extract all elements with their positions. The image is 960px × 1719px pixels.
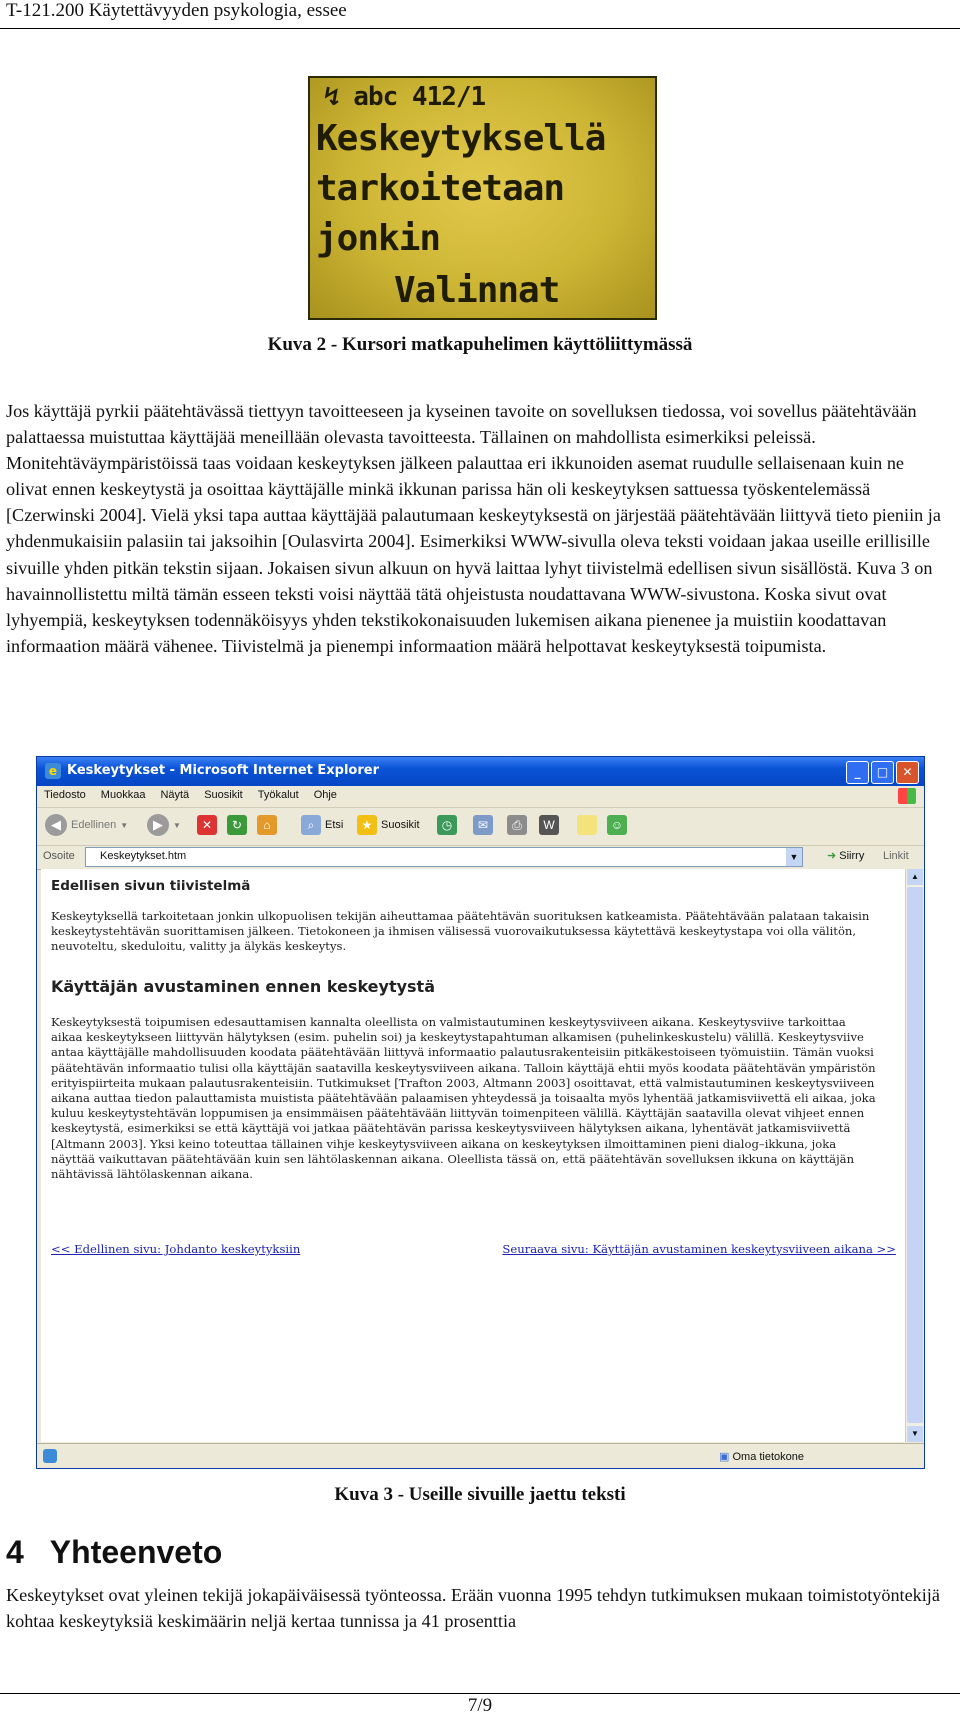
figure-2-caption: Kuva 2 - Kursori matkapuhelimen käyttöliittymässä [267,334,693,355]
body-paragraph: Jos käyttäjä pyrkii päätehtävässä tiettyyn tavoitteeseen ja kyseinen tavoite on sovelluksen tiedossa, voi sovellus päätehtävään palattaessa muistuttaa käyttäjää meneillään olevasta tavoitteesta. Tällainen on mahdollista esimerkiksi peleissä. Monitehtäväympäristöissä taas voidaan keskeytyksen jälkeen palauttaa eri ikkunoiden asemat ruudulle sellaisenaan kuin ne olivat ennen keskeytystä ja osoittaa käyttäjälle minkä ikkunan parissa hän oli keskeytyksen sattuessa työskentelemässä [Czerwinski 2004]. Vielä yksi tapa auttaa käyttäjää palautumaan keskeytyksestä on järjestää päätehtävään liittyvä tieto pieniin ja yhdenmukaisiin palasiin tai jaksoihin [Oulasvirta 2004]. Esimerkiksi WWW-sivulla oleva teksti voidaan jakaa useille erillisille sivuille yhden pitkän tekstin sijaan. Jokaisen sivun alkuun on hyvä laittaa lyhyt tiivistelmä edellisen sivun sisällöstä. Kuva 3 on havainnollistettu miltä tämän esseen teksti voisi näyttää tätä ohjeistusta noudattavana WWW-sivustona. Koska sivut ovat lyhyempiä, keskeytyksen todennäköisyys yhden tekstikokonaisuuden lukemisen aikana pienenee ja muistiin koodattavan informaation määrä vähenee. Tiivistelmä ja pienempi informaation määrä helpottavat keskeytyksestä toipumista. [6,401,941,656]
home-icon: ⌂ [257,815,277,835]
address-bar [37,845,924,870]
minimize-icon[interactable]: _ [846,761,869,784]
search-label: Etsi [325,819,344,831]
scroll-up-icon[interactable]: ▲ [907,869,923,885]
forward-arrow-icon: ▶ [147,814,169,836]
phone-text-line-2: tarkoitetaan [316,168,565,209]
menu-view[interactable]: Näytä [160,789,190,801]
maximize-icon[interactable]: □ [871,761,894,784]
home-button[interactable] [257,813,277,837]
word-icon: W [539,815,559,835]
forward-dropdown-icon: ▼ [173,820,181,830]
star-icon: ★ [357,815,377,835]
phone-text-line-1: Keskeytyksellä [316,118,606,159]
section-paragraph: Keskeytykset ovat yleinen tekijä jokapäiväisessä työnteossa. Erään vuonna 1995 tehdyn tutkimuksen mukaan toimistotyöntekijä kohtaa keskeytyksiä keskimäärin neljä kertaa tunnissa ja 41 prosenttia [6,1585,940,1632]
go-button[interactable] [827,849,864,862]
mail-button[interactable] [473,813,493,837]
menu-bar [37,786,924,808]
back-button[interactable] [45,813,128,837]
stop-button[interactable] [197,813,217,837]
footer-rule [0,1693,960,1694]
refresh-icon: ↻ [227,815,247,835]
security-zone [719,1450,804,1463]
search-button[interactable] [301,813,343,837]
messenger-icon: ☺ [607,815,627,835]
print-button[interactable] [507,813,527,837]
section-title: Yhteenveto [49,1534,223,1570]
prev-page-link[interactable]: << Edellinen sivu: Johdanto keskeytyksiin [51,1242,301,1256]
phone-status-line: ↯ abc 412/1 [324,82,486,112]
page-status-icon [43,1449,57,1463]
mail-icon: ✉ [473,815,493,835]
stop-icon: ✕ [197,815,217,835]
links-button[interactable]: Linkit [883,850,909,862]
status-bar [37,1443,924,1468]
address-label: Osoite [43,850,75,862]
address-dropdown-icon[interactable]: ▼ [786,848,802,866]
history-icon: ◷ [437,815,457,835]
menu-file[interactable]: Tiedosto [44,789,86,801]
menu-help[interactable]: Ohje [313,789,337,801]
menu-tools[interactable]: Työkalut [257,789,299,801]
back-dropdown-icon: ▼ [120,820,129,830]
refresh-button[interactable] [227,813,247,837]
forward-button[interactable] [147,813,181,837]
history-button[interactable] [437,813,457,837]
back-label: Edellinen [71,819,117,831]
address-value: Keskeytykset.htm [100,850,187,862]
browser-title-bar [37,757,924,786]
note-icon [577,815,597,835]
windows-logo-icon [898,788,916,804]
go-label: Siirry [839,850,865,862]
phone-softkey-label: Valinnat [394,270,560,311]
search-icon: ⌕ [301,815,321,835]
computer-icon: ▣ [719,1451,730,1463]
discuss-button[interactable] [577,813,597,837]
page-number: 7/9 [467,1695,493,1716]
edit-button[interactable] [539,813,559,837]
go-arrow-icon: ➜ [827,850,837,862]
ie-app-icon: e [45,763,61,779]
section-heading: Käyttäjän avustaminen ennen keskeytystä [51,977,435,996]
next-page-link[interactable]: Seuraava sivu: Käyttäjän avustaminen keskeytysviiveen aikana >> [502,1242,896,1256]
browser-window-title: Keskeytykset - Microsoft Internet Explorer [67,763,379,778]
figure-3-caption: Kuva 3 - Useille sivuille jaettu teksti [334,1484,626,1505]
scroll-thumb[interactable] [907,887,923,1423]
zone-label: Oma tietokone [732,1451,805,1463]
address-input[interactable] [85,847,803,867]
close-icon[interactable]: ✕ [896,761,919,784]
running-header: T-121.200 Käytettävyyden psykologia, essee [6,0,347,21]
section-number: 4 [6,1534,24,1570]
favorites-button[interactable] [357,813,420,837]
vertical-scrollbar[interactable] [905,869,924,1442]
menu-edit[interactable]: Muokkaa [100,789,146,801]
section-text: Keskeytyksestä toipumisen edesauttamisen kannalta oleellista on valmistautuminen keskeytysviiveen aikana. Keskeytysviive tarkoittaa aikaa keskeytykseen liittyvän hälytyksen (esim. puhelin soi) ja keskeytystapahtuman alkamisen (puhelinkeskustelu) välillä. Keskeytysviive antaa käyttäjälle mahdollisuuden koodata päätehtävään liittyvä informaatio palautusrakenteisiin pitkäkestoiseen työmuistiin. Tämän vuoksi päätehtävän informaatio tulisi olla käyttäjän saatavilla keskeytysviiveen aikana. Talloin käyttäjä ehtii myös koodata päätehtävän ympäristön erityispiirteita mukaan palautusrakenteisiin. Tutkimukset [Trafton 2003, Altmann 2003] osoittavat, että valmistautuminen keskeytysviiveen aikana auttaa tiedon palauttamista muistista päätehtävään palaamisen yhteydessä ja toisaalta myös lyhentää jatkamisviivettä eli aikaa, joka kuluu keskeytystehtävän loppumisen ja ensimmäisen päätehtävään liittyvän toimenpiteen välillä. Käyttäjän saatavilla olevat vihjeet ennen keskeytystä, esimerkiksi se että käyttäjä voi jatkaa päätehtävän parissa keskeytysviiveen hälytyksen aikana, lyhentävät jatkamisviivettä [Altmann 2003]. Yksi keino toteuttaa tällainen vihje keskeytysviiveen aikana on keskeytyksen ilmoittaminen pieni dialog–ikkuna, joka näyttää vaikuttavan päätehtävään kuin sen lähtölaskennan aikana. Oleellista tässä on, että päätehtävän sovelluksen ikkuna on käyttäjän nähtävissä lähtölaskennan aikana. [51,1015,876,1182]
header-rule [0,28,960,29]
print-icon: ⎙ [507,815,527,835]
summary-heading: Edellisen sivun tiivistelmä [51,878,251,894]
phone-screen-photo [308,76,657,320]
section-heading-4 [6,1534,222,1571]
back-arrow-icon: ◀ [45,814,67,836]
browser-toolbar [37,807,924,846]
favorites-label: Suosikit [381,819,420,831]
phone-text-line-3: jonkin [316,218,441,259]
browser-screenshot [36,756,925,1469]
messenger-button[interactable] [607,813,627,837]
menu-favorites[interactable]: Suosikit [204,789,243,801]
summary-text: Keskeytyksellä tarkoitetaan jonkin ulkopuolisen tekijän aiheuttamaa päätehtävän suorituksen katkeamista. Päätehtävään palataan takaisin keskeytystehtävän suorittamisen jälkeen. Tietokoneen ja ihmisen välisessä vuorovaikutuksessa käytettävä keskeytystapa voi olla välitön, neuvoteltu, skeduloitu, valitty ja älykäs keskeytys. [51,909,870,954]
web-page-content [41,869,906,1442]
scroll-down-icon[interactable]: ▼ [907,1426,923,1442]
